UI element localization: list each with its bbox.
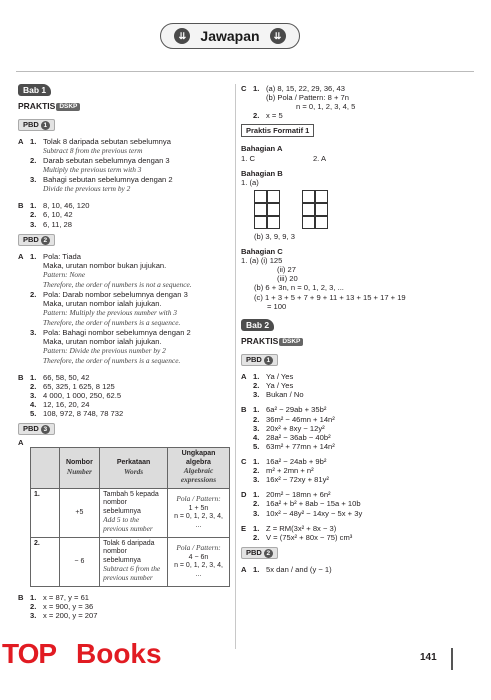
list-item [30,391,230,400]
item-number: 1. [253,564,260,574]
section-letter: A [241,564,247,574]
answer: (c) 1 + 3 + 5 + 7 + 9 + 11 + 13 + 15 + 17 + 19 [254,292,406,302]
item-number: 4. [30,399,37,409]
item-translation: Subtract 8 from the previous term [43,146,143,156]
table-header [31,448,60,489]
header-label: Perkataan [116,459,151,467]
cell-text: Tambah 5 kepada nombor sebelumnya [103,490,159,515]
item-text: Maka, urutan nombor ialah jujukan. [43,298,162,308]
pbd-badge [241,354,278,366]
item-translation: Pattern: Multiply the previous number with 3 [43,307,177,317]
item-number: 5. [253,441,260,451]
list-item [253,475,473,484]
answer: (ii) 27 [277,265,296,275]
list-item [253,466,473,475]
item-number: 2. [253,111,260,121]
item-text: 6, 11, 28 [43,219,72,229]
cell-text: 1 + 5n [188,504,209,512]
topbooks-logo [0,637,200,671]
item-text: x = 900, y = 36 [43,601,94,611]
section-e [241,524,473,542]
pbd-number: 2 [264,549,273,558]
list-item [253,499,473,508]
page-tick [451,648,453,670]
item-number: 3. [253,508,260,518]
cell-text: n = 0, 1, 2, 3, 4, ... [174,513,223,529]
item-text: (a) 8, 15, 22, 29, 36, 43 [266,84,345,93]
cell-text: Pola / Pattern: [176,543,221,553]
item-translation: Pattern: Divide the previous number by 2 [43,345,166,355]
cell-text: Pola / Pattern: [176,494,221,504]
chapter-badge: Bab 2 [241,319,274,331]
header-translation: Number [66,466,92,476]
item-text: x = 200, y = 207 [43,610,98,620]
list-item [253,415,473,424]
cell-translation: Add 5 to the previous number [103,514,153,534]
header-banner [160,23,300,49]
header-translation: Words [123,466,144,476]
list-item [30,593,230,602]
list-item [253,111,473,120]
section-a [241,372,473,399]
section-a [18,252,230,366]
item-translation: Therefore, the order of numbers is a sequence. [43,355,181,365]
praktis-heading [241,336,473,346]
item-number: 2. [253,466,260,476]
item-text: Pola: Tiada [43,251,81,261]
item-text: 108, 972, 8 748, 78 732 [43,409,124,418]
item-number: 1. [253,490,260,500]
item-number: 3. [30,390,37,400]
table-row [31,537,230,586]
item-text: m² + 2mn + n² [266,466,314,476]
row-number: 1. [31,488,60,537]
section-letter: E [241,523,247,533]
list-item [253,509,473,518]
item-text: Ya / Yes [266,381,294,391]
section-letter: A [18,251,24,261]
table-cell: − 6 [59,537,100,586]
item-number: 1. [30,251,37,261]
pbd-number: 1 [41,121,50,130]
item-number: 1. [253,405,260,415]
item-number: 3. [30,219,37,229]
section-letter: B [18,592,24,602]
list-item [30,373,230,382]
praktis-label: PRAKTIS [18,101,56,112]
list-item [253,390,473,399]
list-item [30,137,230,156]
item-number: 1. [253,372,260,382]
page-title: Jawapan [200,27,260,44]
list-item [253,405,473,414]
item-text: 28a² − 36ab − 40b² [266,432,331,442]
column-divider [235,84,236,649]
item-number: 1. [253,457,260,466]
list-item [253,524,473,533]
item-text: 66, 58, 50, 42 [43,372,90,382]
list-item [253,442,473,451]
item-number: 3. [253,475,260,485]
item-text: 65, 325, 1 625, 8 125 [43,381,115,391]
section-letter: A [241,372,247,382]
item-text: Pola: Bahagi nombor sebelumnya dengan 2 [43,327,191,337]
item-number: 2. [30,156,37,166]
logo-books-text: Books [76,638,162,669]
section-b [18,373,230,419]
item-translation: Therefore, the order of numbers is a sequence. [43,317,181,327]
item-text: 5x dan / and (y − 1) [266,564,332,574]
chevron-down-icon: ⇊ [270,28,286,44]
formatif-badge: Praktis Formatif 1 [241,124,314,137]
list-item [253,490,473,499]
subsection-title: Bahagian A [241,144,283,154]
list-item [30,220,230,229]
section-letter: D [241,490,247,500]
section-letter: C [241,457,247,466]
list-item [253,84,473,111]
item-translation: Pattern: None [43,269,86,279]
pbd-number: 2 [41,236,50,245]
item-text: 16a² + b² + 8ab − 15a + 10b [266,499,361,509]
item-text: 20x² + 8xy − 12y² [266,423,325,433]
list-item [253,433,473,442]
item-number: 2. [30,381,37,391]
list-item [30,252,230,290]
item-translation: Multiply the previous term with 3 [43,165,142,175]
section-letter: B [18,201,24,211]
right-column [241,84,473,574]
item-number: 1. [30,137,37,147]
pbd-label: PBD [23,424,39,434]
pbd-number: 3 [41,425,50,434]
item-number: 2. [253,499,260,509]
list-item [253,533,473,542]
cell-translation: Subtract 6 from the previous number [103,563,161,583]
list-item [253,457,473,466]
pbd-number: 1 [264,356,273,365]
cell-text: n = 0, 1, 2, 3, 4, ... [174,562,223,578]
answer: 1. (a) [241,177,259,187]
section-a [241,565,473,574]
item-number: 2. [30,601,37,611]
item-number: 2. [253,532,260,542]
item-text: (b) Pola / Pattern: 8 + 7n [266,93,349,103]
item-translation: Divide the previous term by 2 [43,184,131,194]
subsection-title: Bahagian C [241,246,283,256]
item-text: 4 000, 1 000, 250, 62.5 [43,390,122,400]
section-letter: B [18,372,24,382]
cell-text: Tolak 6 daripada nombor sebelumnya [103,539,155,564]
list-item [253,372,473,381]
pbd-badge [18,119,55,131]
item-number: 4. [253,432,260,442]
pbd-badge [241,547,278,559]
answer: 1. (a) (i) 125 [241,256,283,266]
dskp-badge: DSKP [56,103,80,111]
item-text: Bahagi sebutan sebelumnya dengan 2 [43,175,173,185]
item-text: Maka, urutan nombor ialah jujukan. [43,336,162,346]
section-b [241,405,473,451]
praktis-label: PRAKTIS [241,335,279,346]
section-d [241,490,473,517]
algebra-table [30,447,230,586]
list-item [30,400,230,409]
list-item [30,290,230,328]
item-text: 16a² − 24ab + 9b² [266,457,327,466]
item-number: 3. [30,175,37,185]
item-text: V = (75x² + 80x − 75) cm³ [266,532,353,542]
answer: = 100 [267,301,287,311]
table-cell [167,537,229,586]
item-text: 63m² + 77mn + 14n² [266,441,335,451]
item-number: 1. [30,592,37,602]
item-number: 3. [253,423,260,433]
pbd-badge [18,423,55,435]
table-header [167,448,229,489]
item-number: 2. [253,414,260,424]
pbd-badge [18,234,55,246]
pbd-label: PBD [23,234,39,244]
table-row [31,488,230,537]
item-text: 6, 10, 42 [43,210,73,220]
answer-row [241,154,473,163]
list-item [30,210,230,219]
cell-text: 4 − 6n [188,553,209,561]
item-number: 3. [30,610,37,620]
list-item [30,611,230,620]
list-item [30,382,230,391]
item-text: Darab sebutan sebelumnya dengan 3 [43,156,170,166]
list-item [253,565,473,574]
list-item [253,424,473,433]
section-letter: C [241,84,247,93]
item-number: 1. [253,84,260,93]
item-text: Ya / Yes [266,372,294,382]
item-number: 1. [253,523,260,533]
section-b [18,201,230,228]
bar-figures [254,190,473,229]
item-number: 2. [253,381,260,391]
section-letter: B [241,405,247,415]
header-label: Nombor [65,459,93,467]
item-text: 8, 10, 46, 120 [43,201,90,211]
item-text: Z = RM(3x² + 8x − 3) [266,523,337,533]
item-text: 12, 16, 20, 24 [43,399,90,409]
item-text: 16x² − 72xy + 81y² [266,475,329,485]
item-number: 3. [253,390,260,400]
section-c [241,84,473,120]
list-item [30,175,230,194]
item-text: Bukan / No [266,390,304,400]
item-number: 2. [30,210,37,220]
table-cell [100,537,168,586]
item-number: 3. [30,327,37,337]
list-item [253,381,473,390]
list-item [30,201,230,210]
subsection-title: Bahagian B [241,168,283,178]
page-number: 141 [420,652,437,663]
answer: 2. A [312,153,327,163]
item-text: 6a² − 29ab + 35b² [266,405,327,415]
bar-figure [254,190,280,229]
item-translation: Therefore, the order of numbers is not a sequence. [43,279,192,289]
answer: (iii) 20 [277,274,298,284]
answer: 1. C [241,153,255,163]
dskp-badge: DSKP [279,338,303,346]
header-label: Ungkapan algebra [181,450,216,466]
item-text: x = 5 [266,111,283,121]
top-rule [16,71,474,72]
list-item [30,328,230,366]
item-number: 2. [30,289,37,299]
item-text: 10x² − 48y² − 14xy − 5x + 3y [266,508,363,518]
chevron-down-icon: ⇊ [174,28,190,44]
table-cell [100,488,168,537]
section-a [18,137,230,194]
section-c [241,457,473,484]
list-item [30,602,230,611]
table-header [100,448,168,489]
table-header [59,448,100,489]
list-item [30,156,230,175]
section-b [18,593,230,620]
bar-figure [302,190,328,229]
item-text: Pola: Darab nombor sebelumnya dengan 3 [43,289,188,299]
pbd-label: PBD [246,547,262,557]
item-text: n = 0, 1, 2, 3, 4, 5 [296,102,356,112]
left-column [18,84,230,620]
section-letter: A [18,438,24,448]
table-cell: +5 [59,488,100,537]
table-cell [167,488,229,537]
item-number: 1. [30,372,37,382]
item-number: 1. [30,201,37,211]
item-text: Tolak 8 daripada sebutan sebelumnya [43,137,171,147]
item-text: 20m² − 18mn + 6n² [266,490,331,500]
answer: (b) 3, 9, 9, 3 [254,231,295,241]
table-header-row [31,448,230,489]
item-text: Maka, urutan nombor bukan jujukan. [43,260,167,270]
logo-top-text: TOP [2,638,57,669]
pbd-label: PBD [246,355,262,365]
item-text: x = 87, y = 61 [43,592,90,602]
section-letter: A [18,137,24,147]
row-number: 2. [31,537,60,586]
header-translation: Algebraic expressions [180,466,217,485]
item-text: 36m² − 46mn + 14n² [266,414,335,424]
pbd-label: PBD [23,120,39,130]
item-number: 5. [30,409,37,418]
answer: (b) 6 + 3n, n = 0, 1, 2, 3, ... [254,283,344,293]
list-item [30,409,230,418]
praktis-heading [18,101,230,111]
chapter-badge: Bab 1 [18,84,51,96]
